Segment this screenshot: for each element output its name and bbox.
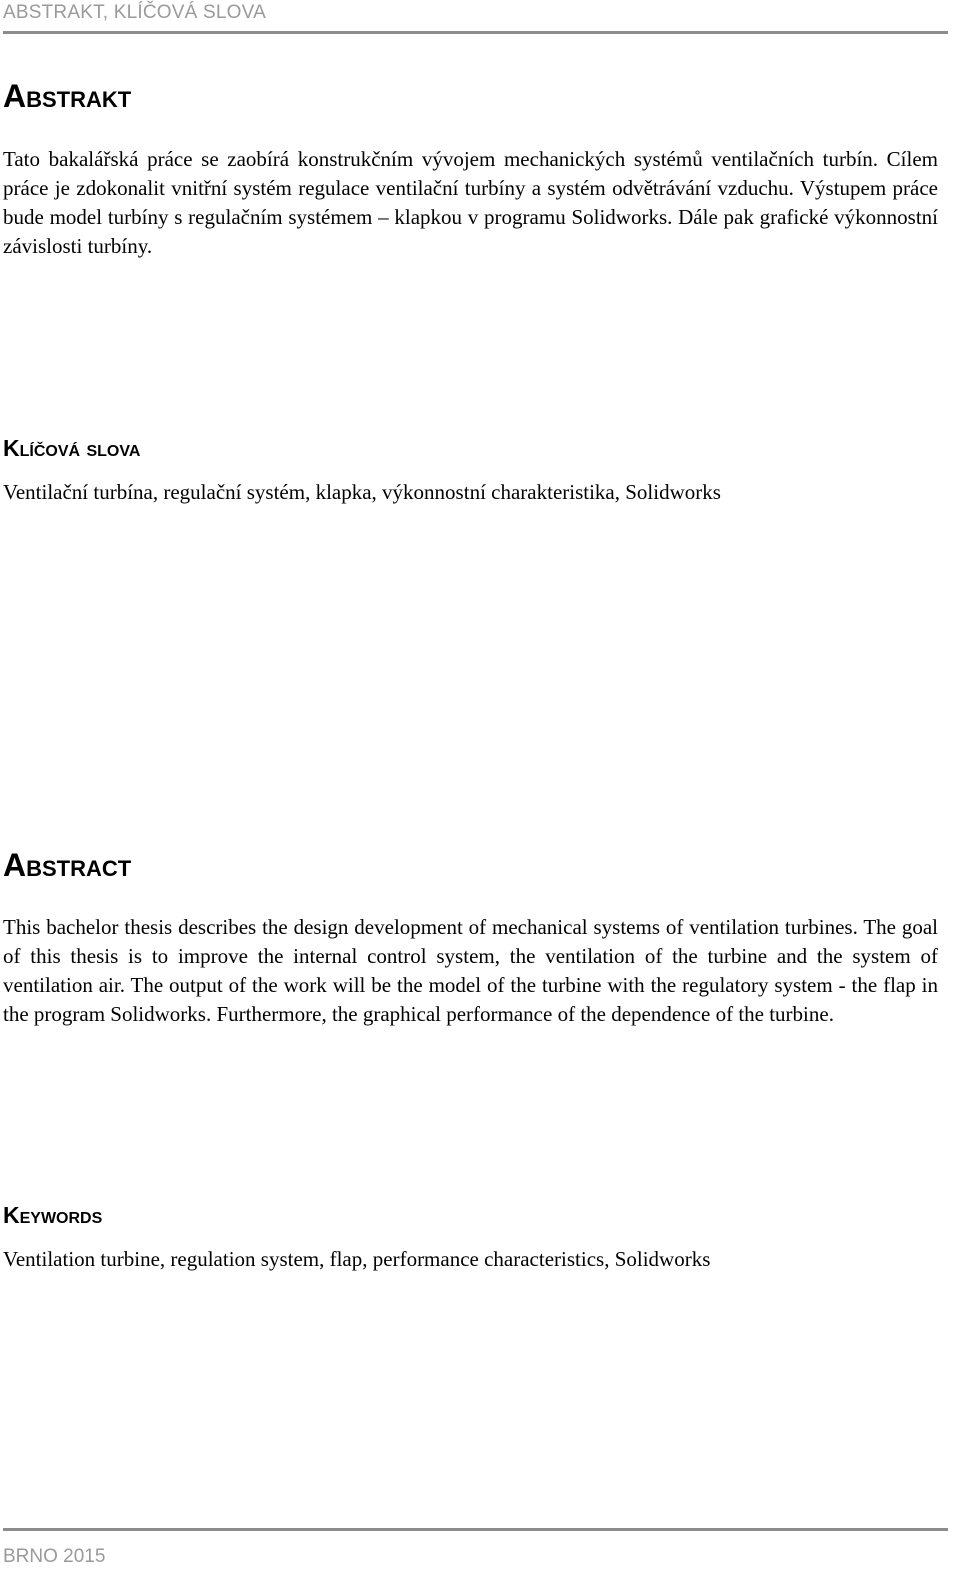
abstrakt-text: Tato bakalářská práce se zaobírá konstrukčním vývojem mechanických systémů ventilačních turbín. Cílem práce je zdokonalit vnitřní systém regulace ventilační turbíny a systém odvětrávání vzduchu. Výstupem práce bude model turbíny s regulačním systémem – klapkou v programu Solidworks. Dále pak grafické výkonnostní závislosti turbíny. <box>3 147 938 258</box>
abstrakt-heading: Abstrakt <box>3 78 132 114</box>
abstract-text: This bachelor thesis describes the design development of mechanical systems of ventilation turbines. The goal of this thesis is to improve the internal control system, the ventilation of the turbine and the system of ventilation air. The output of the work will be the model of the turbine with the regulatory system - the flap in the program Solidworks. Furthermore, the graphical performance of the dependence of the turbine. <box>3 915 938 1026</box>
keywords-heading: Keywords <box>3 1202 103 1228</box>
keywords-text: Ventilation turbine, regulation system, flap, performance characteristics, Solidworks <box>3 1247 711 1271</box>
klicova-slova-text: Ventilační turbína, regulační systém, klapka, výkonnostní charakteristika, Solidworks <box>3 480 721 504</box>
header-rule <box>3 31 948 34</box>
running-footer: BRNO 2015 <box>3 1546 106 1567</box>
klicova-slova-heading: Klíčová slova <box>3 435 141 461</box>
abstract-heading: Abstract <box>3 847 132 883</box>
footer-rule <box>3 1528 948 1531</box>
running-header: ABSTRAKT, KLÍČOVÁ SLOVA <box>3 2 266 23</box>
